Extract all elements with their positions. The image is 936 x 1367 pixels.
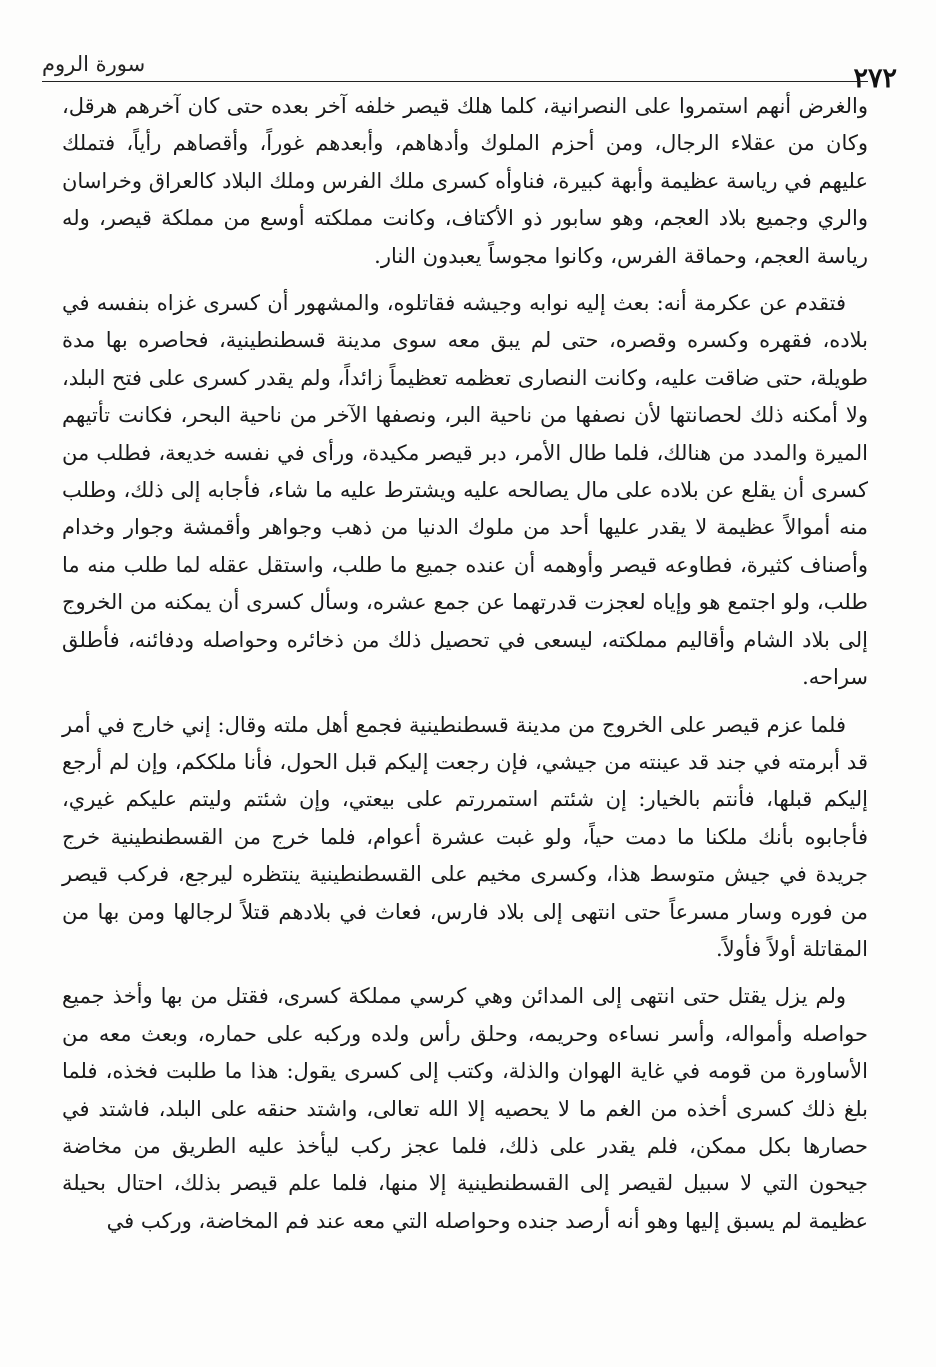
header-rule xyxy=(42,81,868,82)
paragraph-2: فتقدم عن عكرمة أنه: بعث إليه نوابه وجيشه فقاتلوه، والمشهور أن كسرى غزاه بنفسه في بلاده، فقهره وكسره وقصره، حتى لم يبق معه سوى مدينة قسطنطينية، فحاصره بها مدة طويلة، حتى ضاقت عليه، وكانت النصارى تعظمه تعظيماً زائداً، ولم يقدر كسرى على فتح البلد، ولا أمكنه ذلك لحصانتها لأن نصفها من ناحية البر، ونصفها الآخر من ناحية البحر، فكانت تأتيهم الميرة والمدد من هنالك، فلما طال الأمر، دبر قيصر مكيدة، ورأى في نفسه خديعة، فطلب من كسرى أن يقلع عن بلاده على مال يصالحه عليه ويشترط عليه ما شاء، فأجابه إلى ذلك، وطلب منه أموالاً عظيمة لا يقدر عليها أحد من ملوك الدنيا من ذهب وجواهر وأقمشة وجوار وخدام وأصناف كثيرة، فطاوعه قيصر وأوهمه أن عنده جميع ما طلب، واستقل عقله لما طلب منه ما طلب، ولو اجتمع هو وإياه لعجزت قدرتهما عن جمع عشره، وسأل كسرى أن يمكنه من الخروج إلى بلاد الشام وأقاليم مملكته، ليسعى في تحصيل ذلك من ذخائره وحواصله ودفائنه، فأطلق سراحه. xyxy=(62,291,868,690)
paragraph-4: ولم يزل يقتل حتى انتهى إلى المدائن وهي كرسي مملكة كسرى، فقتل من بها وأخذ جميع حواصله وأمواله، وأسر نساءه وحريمه، وحلق رأس ولده وركبه على حماره، وبعث معه من الأساورة من قومه في غاية الهوان والذلة، وكتب إلى كسرى يقول: هذا ما طلبت فخذه، فلما بلغ ذلك كسرى أخذه من الغم ما لا يحصيه إلا الله تعالى، واشتد حنقه على البلد، فاشتد في حصارها بكل ممكن، فلم يقدر على ذلك، فلما عجز ركب ليأخذ عليه الطريق من مخاضة جيحون التي لا سبيل لقيصر إلى القسطنطينية إلا منها، فلما علم قيصر بذلك، احتال بحيلة عظيمة لم يسبق إليها وهو أنه أرصد جنده وحواصله التي معه عند فم المخاضة، وركب في xyxy=(62,984,868,1233)
running-head: سورة الروم xyxy=(42,52,146,76)
paragraph-1: والغرض أنهم استمروا على النصرانية، كلما هلك قيصر خلفه آخر بعده حتى كان آخرهم هرقل، وكان من عقلاء الرجال، ومن أحزم الملوك وأدهاهم، وأبعدهم غوراً، وأقصاهم رأياً، فتملك عليهم في رياسة عظيمة وأبهة كبيرة، فناوأه كسرى ملك الفرس وملك البلاد كالعراق وخراسان والري وجميع بلاد العجم، وهو سابور ذو الأكتاف، وكانت مملكته أوسع من مملكة قيصر، وله رياسة العجم، وحماقة الفرس، وكانوا مجوساً يعبدون النار. xyxy=(62,94,868,268)
page-number: ٢٧٢ xyxy=(853,63,897,94)
paragraph-3: فلما عزم قيصر على الخروج من مدينة قسطنطينية فجمع أهل ملته وقال: إني خارج في أمر قد أبرمته في جند قد عينته من جيشي، فإن رجعت إليكم قبل الحول، فأنا ملككم، وإن لم أرجع إليكم قبلها، فأنتم بالخيار: إن شئتم استمررتم على بيعتي، وإن شئتم وليتم عليكم غيري، فأجابوه بأنك ملكنا ما دمت حياً، ولو غبت عشرة أعوام، فلما خرج من القسطنطينية خرج جريدة في جيش متوسط هذا، وكسرى مخيم على القسطنطينية ينتظره ليرجع، فركب قيصر من فوره وسار مسرعاً حتى انتهى إلى بلاد فارس، فعاث في بلادهم قتلاً لرجالها ومن بها من المقاتلة أولاً فأولاً. xyxy=(62,712,868,961)
body-text xyxy=(62,88,868,1250)
